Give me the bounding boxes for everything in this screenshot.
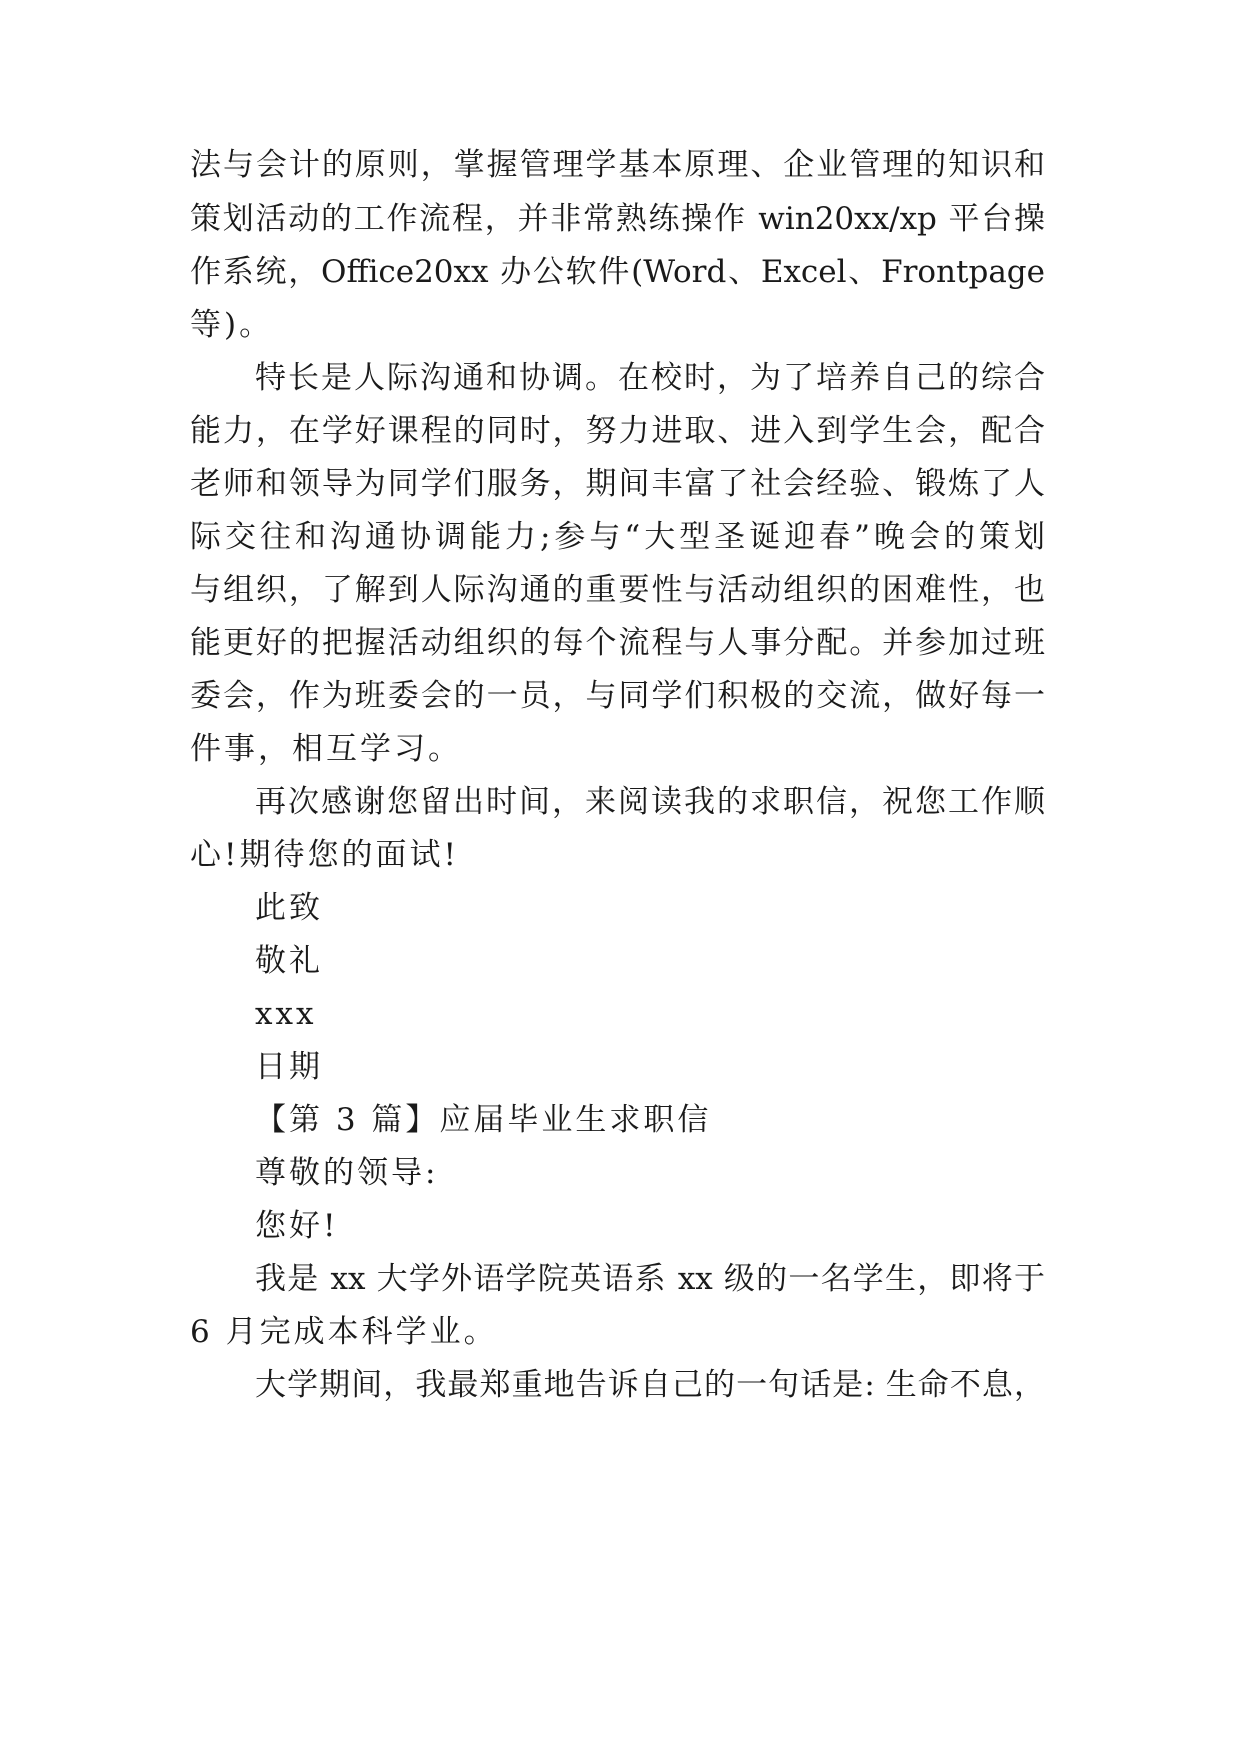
closing-line: 敬礼: [255, 943, 323, 979]
salutation-line: 尊敬的领导:: [255, 1155, 439, 1191]
paragraph-line: 特长是人际沟通和协调。在校时，为了培养自己的综合: [255, 360, 1045, 396]
greeting-line: 您好!: [255, 1208, 339, 1244]
paragraph-line: 再次感谢您留出时间，来阅读我的求职信，祝您工作顺: [255, 784, 1045, 820]
paragraph-line: 委会，作为班委会的一员，与同学们积极的交流，做好每一: [190, 678, 1045, 714]
closing-line: 此致: [255, 890, 323, 926]
paragraph-line: 能更好的把握活动组织的每个流程与人事分配。并参加过班: [190, 625, 1045, 661]
paragraph-line: 与组织，了解到人际沟通的重要性与活动组织的困难性，也: [190, 572, 1045, 608]
date-line: 日期: [255, 1049, 323, 1085]
paragraph-line: 等)。: [190, 307, 274, 343]
paragraph-line: 6 月完成本科学业。: [190, 1314, 498, 1350]
paragraph-line: 作系统，Office20xx 办公软件(Word、Excel、Frontpage: [190, 254, 1045, 290]
paragraph-line: 际交往和沟通协调能力;参与“大型圣诞迎春”晚会的策划: [190, 519, 1045, 555]
paragraph-line: 件事，相互学习。: [190, 731, 462, 767]
signature-line: xxx: [255, 996, 317, 1032]
paragraph-line: 策划活动的工作流程，并非常熟练操作 win20xx/xp 平台操: [190, 201, 1045, 237]
paragraph-line: 法与会计的原则，掌握管理学基本原理、企业管理的知识和: [190, 147, 1045, 183]
paragraph-line: 我是 xx 大学外语学院英语系 xx 级的一名学生，即将于: [255, 1261, 1045, 1297]
paragraph-line: 能力，在学好课程的同时，努力进取、进入到学生会，配合: [190, 413, 1045, 449]
paragraph-line: 大学期间，我最郑重地告诉自己的一句话是: 生命不息，: [255, 1367, 1045, 1403]
paragraph-line: 老师和领导为同学们服务，期间丰富了社会经验、锻炼了人: [190, 466, 1045, 502]
paragraph-line: 心!期待您的面试!: [190, 837, 459, 873]
section-heading: 【第 3 篇】应届毕业生求职信: [255, 1102, 712, 1138]
